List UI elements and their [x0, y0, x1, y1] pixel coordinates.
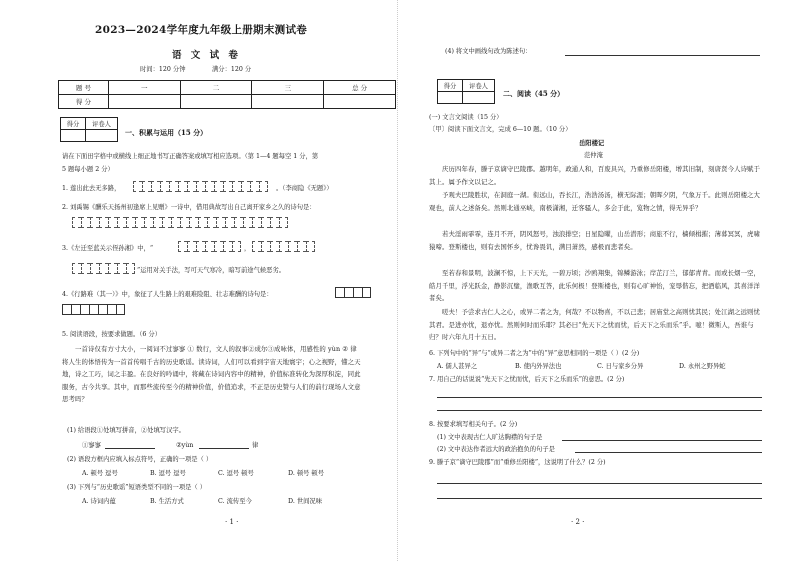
q4-grid[interactable] — [335, 287, 371, 298]
passage-para-2: 予观夫巴陵胜状，在洞庭一湖。衔远山，吞长江，浩浩汤汤，横无际涯；朝晖夕阴，气象万千。此则岳阳楼之大观也，前人之述备矣。然则北通巫峡，南极潇湘，迁客骚人，多会于此，览物之情，得无异乎？ — [429, 191, 761, 212]
q4-grid-2[interactable] — [62, 304, 125, 315]
grader-name-label: 评卷人 — [463, 80, 495, 92]
passage-para-3: 若夫淫雨霏霏，连月不开，阴风怒号，浊浪排空；日星隐曜，山岳潜形；商旅不行，樯倾楫摧；薄暮冥冥，虎啸猿啼。登斯楼也，则有去国怀乡，忧谗畏讥，满目萧然，感极而悲者矣。 — [429, 230, 761, 251]
q1-prefix: 1. 莲出此去无多路， — [62, 185, 121, 192]
q5-1: (1) 给语段①处填写拼音，②处填写汉字。 — [67, 427, 185, 434]
score-cell[interactable] — [108, 95, 180, 109]
page-number-2: · 2 · — [571, 518, 585, 526]
grader-name-cell[interactable] — [86, 130, 118, 142]
q6-option-c[interactable]: C. 日与家乡分异 — [597, 363, 644, 370]
time-label: 时间：120 分钟 — [140, 66, 186, 73]
text-author: 范仲淹 — [584, 152, 603, 159]
q7-answer-line-1[interactable] — [437, 397, 762, 398]
score-header: 三 — [252, 81, 324, 95]
q8-1: (1) 文中表现古仁人旷达胸襟的句子是 — [437, 434, 543, 441]
q3-line2: ”运用对关手法，写可天气寒冷，暗写前途气候恶劣。 — [137, 267, 286, 274]
score-cell[interactable] — [324, 95, 396, 109]
sub1-title: (一) 文言文阅读（15 分） — [429, 114, 503, 121]
q5-3-option-d[interactable]: D. 世间况味 — [288, 498, 323, 505]
q3-comma: ， — [244, 245, 251, 252]
exam-title: 2023—2024学年度九年级上册期末测试卷 — [95, 24, 308, 36]
score-label: 满分：120 分 — [212, 66, 252, 73]
q9-answer-line-2[interactable] — [437, 498, 762, 499]
q5-2-option-d[interactable]: D. 顿号 顿号 — [288, 470, 325, 477]
q5-title: 5. 阅读语段，按要求做题。（6 分） — [62, 331, 162, 338]
q5-2-option-b[interactable]: B. 逗号 逗号 — [150, 470, 186, 477]
instruction-line1: 请在下面田字格中或横线上细正地书写正确答案或填写相应选项。（第 1—4 题每空 1 分，第 — [62, 153, 319, 160]
grader-box — [60, 117, 118, 142]
q6-option-d[interactable]: D. 永州之野异蛇 — [679, 363, 726, 370]
q7: 7. 用自己的话说说“先天下之忧而忧，后天下之乐而乐”的意思。(2 分) — [429, 376, 625, 383]
page-number-1: · 1 · — [225, 518, 239, 526]
q7-answer-line-2[interactable] — [437, 410, 762, 411]
q5-1a-blank[interactable] — [105, 448, 155, 449]
q5-3-option-a[interactable]: A. 诗词内蕴 — [82, 498, 116, 505]
q4-item: (4) 将文中画线句改为陈述句： — [445, 48, 532, 55]
score-header: 总 分 — [324, 81, 396, 95]
q1-grid[interactable] — [133, 181, 268, 192]
score-header: 题 号 — [59, 81, 109, 95]
q9: 9. 滕子京“谪守巴陵郡”而“重修岳阳楼”，这说明了什么？(2 分) — [429, 459, 606, 466]
exam-page-2 — [397, 0, 794, 561]
q3-prefix: 3.《左迁至蓝关示侄孙湘》中，“ — [62, 245, 154, 252]
q2-grid[interactable] — [72, 217, 288, 228]
q5-3-option-b[interactable]: B. 生活方式 — [150, 498, 184, 505]
q3-grid-1[interactable] — [178, 241, 241, 252]
text-title: 岳阳楼记 — [579, 140, 605, 147]
grader-score-cell[interactable] — [438, 92, 463, 104]
q2-text: 2. 刘禹锡《酬乐天扬州初逢席上见赠》一诗中，借用典故写出自己离开家乡之久的诗句是： — [62, 204, 316, 211]
passage-para-1: 庆历四年春，滕子京谪守巴陵郡。越明年，政通人和，百废具兴，乃重修岳阳楼，增其旧制，刻唐贤今人诗赋于其上。属予作文以记之。 — [429, 165, 761, 186]
q5-3: (3) 下列与“历史歌谣”短语类型不同的一项是（ ） — [67, 484, 207, 491]
q8-2-blank[interactable] — [575, 452, 762, 453]
q8-1-blank[interactable] — [562, 440, 762, 441]
q5-1b: ②yùn — [176, 442, 194, 449]
q6: 6. 下列句中的“异”与“或异二者之为”中的“异”意思相同的一项是（ ）(2 分) — [429, 350, 640, 357]
grader-box-2 — [437, 79, 495, 104]
q6-option-b[interactable]: B. 使内外异法也 — [515, 363, 562, 370]
q5-1b-tail: 律 — [252, 442, 259, 449]
q5-2: (2) 语段方框内应填入标点符号，正确的一项是（ ） — [67, 456, 213, 463]
q5-2-option-c[interactable]: C. 逗号 顿号 — [218, 470, 254, 477]
q4-answer-line[interactable] — [565, 55, 760, 56]
score-header: 二 — [180, 81, 252, 95]
passage-para-4: 至若春和景明，波澜不惊，上下天光，一碧万顷；沙鸥翔集，锦鳞游泳；岸芷汀兰，郁郁青青。而或长烟一空，皓月千里，浮光跃金，静影沉璧，渔歌互答，此乐何极！登斯楼也，则有心旷神怡，宠辱偕忘，把酒临风，其喜洋洋者矣。 — [429, 269, 761, 303]
grader-score-label: 得分 — [61, 118, 86, 130]
q5-3-option-c[interactable]: C. 流传至今 — [218, 498, 252, 505]
q5-1b-blank[interactable] — [199, 448, 249, 449]
grader-name-label: 评卷人 — [86, 118, 118, 130]
score-row-label: 得 分 — [59, 95, 109, 109]
section1-title: 一、积累与运用（15 分） — [125, 128, 208, 137]
q3-grid-3[interactable] — [72, 263, 135, 274]
q5-passage: 一首诗仅有方寸大小，一阅词不过寥寥 ① 数行，文人的叙事②成尔③成咏体，用感性的 yùn ② 律将人生的体悟传为一首首传唱千古的历史歌谣。读诗词，人们可以看到宇宙天地寰宇；心之视野，懂之天地，诗之工巧，词之丰盈。在良好的吟诵中，将藏在诗词内容中的精神，价值标准转化为深厚积淀，同此服务，古今共享。其中，而那些流传至今的精神价值，价值追求，不正是历史赞与人们的前行现场人文意思考吗？ — [62, 345, 361, 404]
section2-title: 二、阅读（45 分） — [503, 89, 565, 98]
grader-score-label: 得分 — [438, 80, 463, 92]
grader-name-cell[interactable] — [463, 92, 495, 104]
q3-grid-2[interactable] — [252, 241, 315, 252]
grader-score-cell[interactable] — [61, 130, 86, 142]
q8: 8. 按要求填写相关句子。(2 分) — [429, 421, 518, 428]
q5-2-option-a[interactable]: A. 顿号 逗号 — [82, 470, 118, 477]
q5-1a: ①寥寥 — [82, 442, 101, 449]
q9-answer-line-1[interactable] — [437, 483, 762, 484]
q6-option-a[interactable]: A. 儒人甚异之 — [437, 363, 478, 370]
score-cell[interactable] — [180, 95, 252, 109]
score-header: 一 — [108, 81, 180, 95]
subject-title: 语 文 试 卷 — [172, 50, 241, 61]
score-table — [58, 80, 396, 109]
q8-2: (2) 文中表达作者远大的政治抱负的句子是 — [437, 446, 555, 453]
score-cell[interactable] — [252, 95, 324, 109]
instruction-line2: 5 题每小题 2 分） — [62, 166, 114, 173]
passage-para-5: 嗟夫！予尝求古仁人之心，或异二者之为，何哉？不以物喜，不以己悲；居庙堂之高则忧其民；处江湖之远则忧其君。是进亦忧，退亦忧。然则何时而乐耶？其必曰“先天下之忧而忧，后天下之乐而乐”乎。噫！微斯人，吾谁与归？时六年九月十五日。 — [429, 308, 761, 342]
q4-text: 4.《行路难（其一）》中，象征了人生路上的艰难险阻、壮志难酬的诗句是： — [62, 291, 273, 298]
sub1-instruction: 〔甲〕阅读下面文言文，完成 6—10 题。（10 分） — [429, 126, 572, 133]
q1-suffix: 。（李商隐《无题》） — [276, 185, 333, 192]
